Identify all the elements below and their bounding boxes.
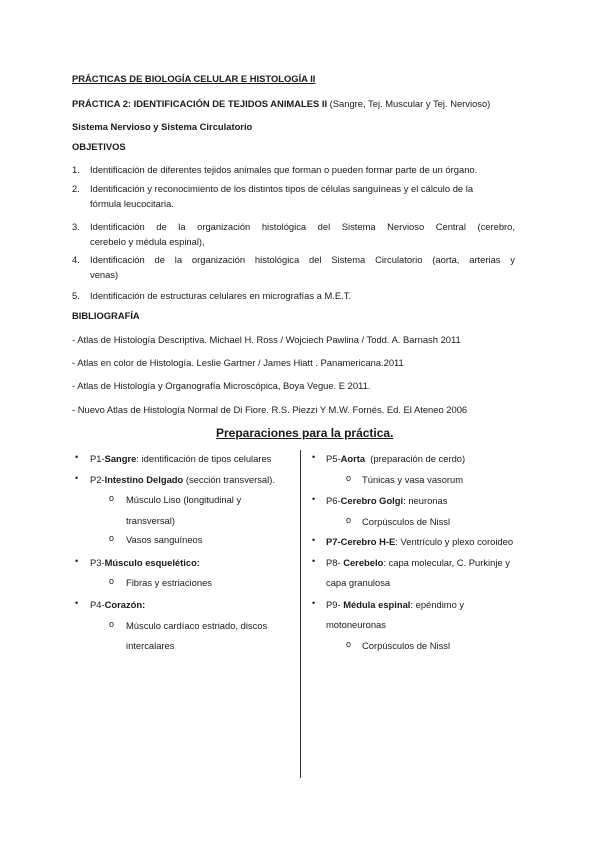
prep-name: P7-Cerebro H-E: [326, 536, 396, 547]
prep-detail: : neuronas: [403, 495, 448, 506]
column-divider: [300, 450, 301, 778]
objective-text: Identificación de la organización histológica del Sistema Nervioso Central (cerebro,: [90, 221, 515, 232]
objective-text: Identificación de diferentes tejidos animales que forman o pueden formar parte de un órgano.: [90, 164, 478, 175]
objective-text-cont: venas): [90, 269, 119, 280]
objective-text: Identificación de estructuras celulares en micrografías a M.E.T.: [90, 290, 352, 301]
prep-item-p4: [90, 599, 145, 610]
bullet-icon: •: [75, 598, 79, 608]
prep-item-p3: [90, 557, 200, 568]
prep-code: P5-: [326, 453, 341, 464]
practice-label: PRÁCTICA 2: IDENTIFICACIÓN DE TEJIDOS ANIMALES II: [72, 98, 328, 109]
prep-subitem: Músculo cardíaco estriado, discos: [126, 620, 268, 631]
objective-number: 2.: [72, 183, 80, 194]
prep-name: Músculo esquelético:: [104, 557, 200, 568]
bullet-icon: •: [75, 473, 79, 483]
course-title: PRÁCTICAS DE BIOLOGÍA CELULAR E HISTOLOGÍA II: [72, 73, 316, 84]
prep-name: Sangre: [104, 453, 137, 464]
sub-bullet-icon: o: [346, 639, 352, 649]
bibliography-entry: - Nuevo Atlas de Histología Normal de Di Fiore. R.S. Piezzi Y M.W. Fornés. Ed. El Ateneo 2006: [72, 404, 468, 415]
prep-name: Cerebro Golgi: [340, 495, 404, 506]
prep-code: P9-: [326, 599, 344, 610]
prep-item-cont: motoneuronas: [326, 619, 386, 630]
prep-item-p6: [326, 495, 447, 506]
sub-bullet-icon: o: [109, 533, 115, 543]
prep-code: P3-: [90, 557, 105, 568]
bullet-icon: •: [312, 556, 316, 566]
prep-code: P1-: [90, 453, 105, 464]
prep-item-cont: capa granulosa: [326, 577, 391, 588]
prep-subitem: Músculo Liso (longitudinal y: [126, 494, 242, 505]
prep-subitem: Corpúsculos de Nissl: [362, 640, 451, 651]
practice-detail: (Sangre, Tej. Muscular y Tej. Nervioso): [329, 98, 491, 109]
prep-subitem: Fibras y estriaciones: [126, 577, 212, 588]
prep-name: Corazón:: [104, 599, 146, 610]
prep-item-p8: [326, 557, 510, 568]
prep-detail: : identificación de tipos celulares: [136, 453, 272, 464]
practice-title: [72, 98, 490, 109]
prep-item-p9: [326, 599, 464, 610]
objective-text: Identificación de la organización histológica del Sistema Circulatorio (aorta, arterias y: [90, 254, 515, 265]
sub-bullet-icon: o: [346, 515, 352, 525]
objectives-heading: OBJETIVOS: [72, 141, 126, 152]
bibliography-entry: - Atlas de Histología Descriptiva. Michael H. Ross / Wojciech Pawlina / Todd. A. Barnash 2011: [72, 334, 461, 345]
objective-number: 1.: [72, 164, 80, 175]
bullet-icon: •: [312, 452, 316, 462]
bullet-icon: •: [75, 556, 79, 566]
objective-number: 3.: [72, 221, 80, 232]
bibliography-heading: BIBLIOGRAFÍA: [72, 310, 140, 321]
prep-item-p5: [326, 453, 465, 464]
prep-item-p2: [90, 474, 275, 485]
prep-detail: : capa molecular, C. Purkinje y: [383, 557, 510, 568]
prep-code: P2-: [90, 474, 105, 485]
sub-bullet-icon: o: [109, 493, 115, 503]
prep-subitem: Túnicas y vasa vasorum: [362, 474, 464, 485]
objective-text-cont: fórmula leucocitaria.: [90, 198, 174, 209]
prep-detail: (preparación de cerdo): [365, 453, 466, 464]
prep-detail: (sección transversal).: [183, 474, 275, 485]
prep-subitem: Vasos sanguíneos: [126, 534, 203, 545]
prep-subitem-cont: intercalares: [126, 640, 175, 651]
objective-number: 4.: [72, 254, 80, 265]
objective-text: Identificación y reconocimiento de los distintos tipos de células sanguíneas y el cálculo de la: [90, 183, 474, 194]
prep-code: P4-: [90, 599, 105, 610]
prep-detail: : Ventrículo y plexo coroideo: [395, 536, 514, 547]
prep-item-p7: [326, 536, 513, 547]
sub-bullet-icon: o: [346, 473, 352, 483]
prep-subitem-cont: transversal): [126, 515, 175, 526]
prep-code: P8-: [326, 557, 344, 568]
prep-code: P6-: [326, 495, 341, 506]
bullet-icon: •: [75, 452, 79, 462]
bullet-icon: •: [312, 494, 316, 504]
bibliography-entry: - Atlas en color de Histología. Leslie Gartner / James Hiatt . Panamericana.2011: [72, 357, 404, 368]
prep-item-p1: [90, 453, 271, 464]
systems-subtitle: Sistema Nervioso y Sistema Circulatorio: [72, 121, 253, 132]
bibliography-entry: - Atlas de Histología y Organografía Microscópica, Boya Vegue. E 2011.: [72, 380, 371, 391]
prep-name: Aorta: [340, 453, 366, 464]
prep-name: Cerebelo: [343, 557, 384, 568]
preparations-heading: Preparaciones para la práctica.: [216, 426, 394, 440]
prep-name: Intestino Delgado: [104, 474, 184, 485]
prep-name: Médula espinal: [343, 599, 411, 610]
sub-bullet-icon: o: [109, 576, 115, 586]
prep-detail: : epéndimo y: [410, 599, 465, 610]
sub-bullet-icon: o: [109, 619, 115, 629]
prep-subitem: Corpúsculos de Nissl: [362, 516, 451, 527]
bullet-icon: •: [312, 535, 316, 545]
bullet-icon: •: [312, 598, 316, 608]
objective-number: 5.: [72, 290, 80, 301]
objective-text-cont: cerebelo y médula espinal),: [90, 236, 205, 247]
